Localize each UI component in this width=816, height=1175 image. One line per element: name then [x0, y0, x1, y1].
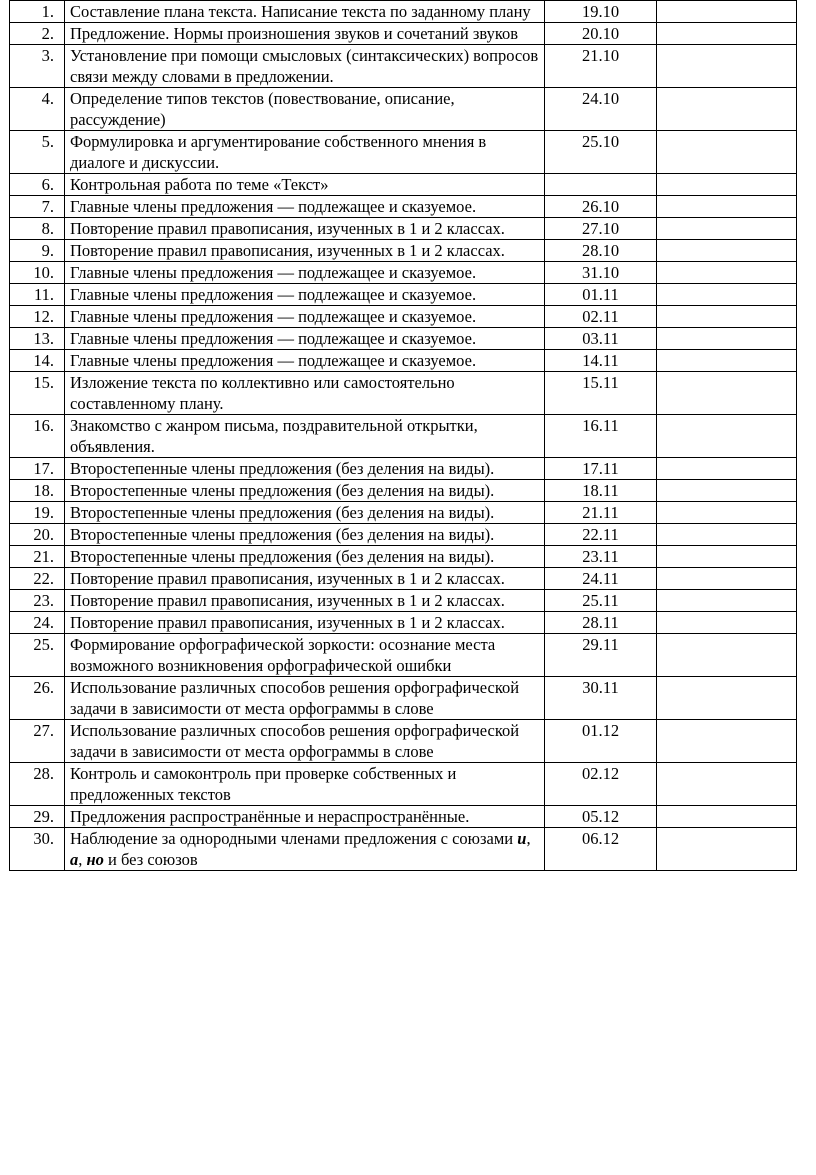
lesson-number: 8. [10, 218, 65, 240]
table-row [10, 568, 797, 590]
lesson-number: 7. [10, 196, 65, 218]
table-row [10, 284, 797, 306]
notes-cell [657, 806, 797, 828]
lesson-topic: Главные члены предложения — подлежащее и сказуемое. [65, 196, 545, 218]
notes-cell [657, 677, 797, 720]
lesson-number: 10. [10, 262, 65, 284]
lesson-number: 9. [10, 240, 65, 262]
lesson-date: 27.10 [545, 218, 657, 240]
lesson-number: 12. [10, 306, 65, 328]
lesson-date: 01.11 [545, 284, 657, 306]
notes-cell [657, 458, 797, 480]
notes-cell [657, 262, 797, 284]
table-row [10, 458, 797, 480]
lesson-date: 15.11 [545, 372, 657, 415]
lesson-number: 28. [10, 763, 65, 806]
lesson-number: 30. [10, 828, 65, 871]
lesson-number: 27. [10, 720, 65, 763]
conjunction-i: и [517, 829, 527, 848]
notes-cell [657, 328, 797, 350]
notes-cell [657, 634, 797, 677]
lesson-date: 23.11 [545, 546, 657, 568]
lesson-date: 31.10 [545, 262, 657, 284]
table-row [10, 372, 797, 415]
notes-cell [657, 524, 797, 546]
lesson-topic: Изложение текста по коллективно или самостоятельно составленному плану. [65, 372, 545, 415]
lesson-number: 13. [10, 328, 65, 350]
lesson-topic: Главные члены предложения — подлежащее и сказуемое. [65, 328, 545, 350]
lesson-number: 20. [10, 524, 65, 546]
separator: , [78, 850, 87, 869]
lesson-date [545, 174, 657, 196]
lesson-date: 26.10 [545, 196, 657, 218]
topic-text: и без союзов [103, 850, 198, 869]
lesson-date: 21.10 [545, 45, 657, 88]
notes-cell [657, 284, 797, 306]
table-row [10, 480, 797, 502]
notes-cell [657, 240, 797, 262]
lesson-number: 21. [10, 546, 65, 568]
notes-cell [657, 720, 797, 763]
table-row [10, 240, 797, 262]
table-row [10, 720, 797, 763]
lesson-date: 24.10 [545, 88, 657, 131]
table-row [10, 23, 797, 45]
notes-cell [657, 415, 797, 458]
notes-cell [657, 174, 797, 196]
table-row [10, 806, 797, 828]
table-row [10, 328, 797, 350]
lesson-date: 24.11 [545, 568, 657, 590]
notes-cell [657, 763, 797, 806]
lesson-number: 1. [10, 1, 65, 23]
lesson-topic: Главные члены предложения — подлежащее и сказуемое. [65, 350, 545, 372]
lesson-date: 18.11 [545, 480, 657, 502]
lesson-topic: Повторение правил правописания, изученных в 1 и 2 классах. [65, 240, 545, 262]
table-row [10, 196, 797, 218]
lesson-date: 25.10 [545, 131, 657, 174]
lesson-date: 02.11 [545, 306, 657, 328]
lesson-number: 16. [10, 415, 65, 458]
table-row [10, 1, 797, 23]
lesson-topic: Предложения распространённые и нераспространённые. [65, 806, 545, 828]
lesson-topic [65, 828, 545, 871]
lesson-number: 15. [10, 372, 65, 415]
lesson-date: 30.11 [545, 677, 657, 720]
notes-cell [657, 88, 797, 131]
table-row [10, 306, 797, 328]
lesson-number: 26. [10, 677, 65, 720]
lesson-topic: Использование различных способов решения орфографической задачи в зависимости от места орфограммы в слове [65, 677, 545, 720]
lesson-topic: Второстепенные члены предложения (без деления на виды). [65, 502, 545, 524]
lesson-plan-body [10, 1, 797, 871]
notes-cell [657, 196, 797, 218]
topic-text: Наблюдение за однородными членами предложения с союзами [70, 829, 518, 848]
notes-cell [657, 612, 797, 634]
table-row [10, 88, 797, 131]
lesson-number: 6. [10, 174, 65, 196]
notes-cell [657, 23, 797, 45]
separator: , [526, 829, 531, 848]
lesson-date: 03.11 [545, 328, 657, 350]
lesson-number: 5. [10, 131, 65, 174]
table-row [10, 524, 797, 546]
lesson-topic: Определение типов текстов (повествование, описание, рассуждение) [65, 88, 545, 131]
notes-cell [657, 828, 797, 871]
table-row [10, 415, 797, 458]
table-row [10, 174, 797, 196]
lesson-date: 16.11 [545, 415, 657, 458]
table-row [10, 612, 797, 634]
lesson-topic: Повторение правил правописания, изученных в 1 и 2 классах. [65, 218, 545, 240]
lesson-topic: Повторение правил правописания, изученных в 1 и 2 классах. [65, 612, 545, 634]
lesson-topic: Главные члены предложения — подлежащее и сказуемое. [65, 262, 545, 284]
lesson-topic: Второстепенные члены предложения (без деления на виды). [65, 480, 545, 502]
table-row [10, 262, 797, 284]
conjunction-no: но [86, 850, 104, 869]
lesson-topic: Контрольная работа по теме «Текст» [65, 174, 545, 196]
table-row [10, 677, 797, 720]
lesson-number: 18. [10, 480, 65, 502]
lesson-number: 25. [10, 634, 65, 677]
lesson-number: 11. [10, 284, 65, 306]
lesson-topic: Главные члены предложения — подлежащее и сказуемое. [65, 306, 545, 328]
conjunction-a: а [70, 850, 79, 869]
lesson-date: 05.12 [545, 806, 657, 828]
notes-cell [657, 568, 797, 590]
notes-cell [657, 546, 797, 568]
lesson-number: 3. [10, 45, 65, 88]
notes-cell [657, 131, 797, 174]
lesson-topic: Использование различных способов решения орфографической задачи в зависимости от места орфограммы в слове [65, 720, 545, 763]
lesson-date: 01.12 [545, 720, 657, 763]
table-row [10, 45, 797, 88]
lesson-number: 2. [10, 23, 65, 45]
lesson-number: 29. [10, 806, 65, 828]
notes-cell [657, 1, 797, 23]
table-row [10, 502, 797, 524]
lesson-number: 14. [10, 350, 65, 372]
table-row [10, 350, 797, 372]
lesson-topic: Предложение. Нормы произношения звуков и сочетаний звуков [65, 23, 545, 45]
lesson-date: 28.10 [545, 240, 657, 262]
lesson-date: 29.11 [545, 634, 657, 677]
lesson-date: 02.12 [545, 763, 657, 806]
table-row [10, 131, 797, 174]
lesson-date: 21.11 [545, 502, 657, 524]
notes-cell [657, 306, 797, 328]
lesson-date: 14.11 [545, 350, 657, 372]
lesson-topic: Второстепенные члены предложения (без деления на виды). [65, 458, 545, 480]
lesson-topic: Повторение правил правописания, изученных в 1 и 2 классах. [65, 568, 545, 590]
table-row [10, 590, 797, 612]
lesson-date: 28.11 [545, 612, 657, 634]
lesson-topic: Установление при помощи смысловых (синтаксических) вопросов связи между словами в предложении. [65, 45, 545, 88]
lesson-topic: Формирование орфографической зоркости: осознание места возможного возникновения орфографической ошибки [65, 634, 545, 677]
lesson-number: 24. [10, 612, 65, 634]
lesson-topic: Главные члены предложения — подлежащее и сказуемое. [65, 284, 545, 306]
notes-cell [657, 350, 797, 372]
notes-cell [657, 480, 797, 502]
notes-cell [657, 45, 797, 88]
lesson-date: 19.10 [545, 1, 657, 23]
lesson-date: 20.10 [545, 23, 657, 45]
table-row [10, 634, 797, 677]
lesson-topic: Второстепенные члены предложения (без деления на виды). [65, 524, 545, 546]
lesson-topic: Знакомство с жанром письма, поздравительной открытки, объявления. [65, 415, 545, 458]
table-row [10, 546, 797, 568]
lesson-plan-table [9, 0, 797, 871]
lesson-number: 19. [10, 502, 65, 524]
notes-cell [657, 502, 797, 524]
lesson-date: 25.11 [545, 590, 657, 612]
lesson-topic: Составление плана текста. Написание текста по заданному плану [65, 1, 545, 23]
lesson-topic: Второстепенные члены предложения (без деления на виды). [65, 546, 545, 568]
lesson-number: 4. [10, 88, 65, 131]
notes-cell [657, 590, 797, 612]
lesson-number: 22. [10, 568, 65, 590]
table-row [10, 218, 797, 240]
lesson-date: 22.11 [545, 524, 657, 546]
lesson-date: 06.12 [545, 828, 657, 871]
table-row [10, 828, 797, 871]
lesson-number: 23. [10, 590, 65, 612]
notes-cell [657, 372, 797, 415]
lesson-topic: Повторение правил правописания, изученных в 1 и 2 классах. [65, 590, 545, 612]
notes-cell [657, 218, 797, 240]
lesson-date: 17.11 [545, 458, 657, 480]
lesson-topic: Контроль и самоконтроль при проверке собственных и предложенных текстов [65, 763, 545, 806]
lesson-topic: Формулировка и аргументирование собственного мнения в диалоге и дискуссии. [65, 131, 545, 174]
lesson-number: 17. [10, 458, 65, 480]
table-row [10, 763, 797, 806]
